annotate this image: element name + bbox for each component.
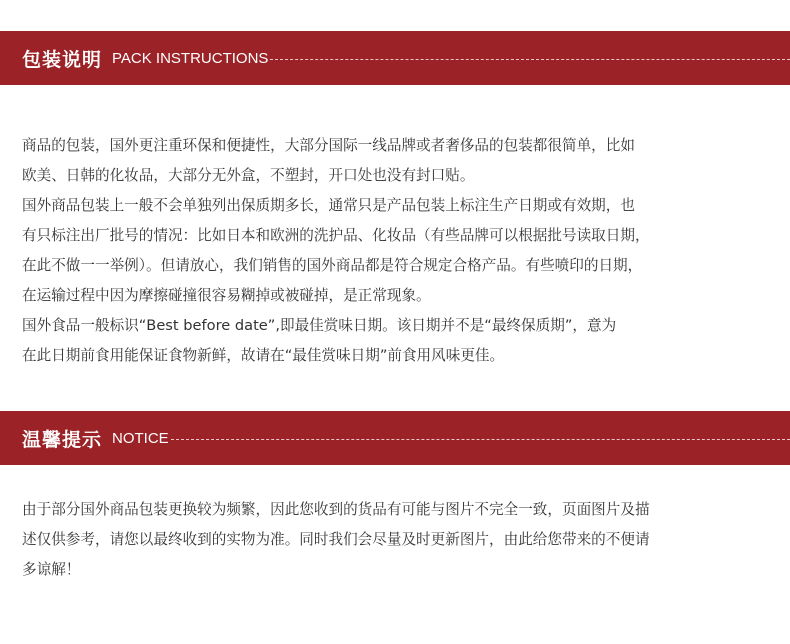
pack-instructions-subtitle: PACK INSTRUCTIONS <box>112 49 269 67</box>
pack-instructions-title: 包装说明 <box>22 48 103 71</box>
notice-line: 述仅供参考，请您以最终收到的实物为准。同时我们会尽量及时更新图片，由此给您带来的不便请 <box>22 531 650 548</box>
notice-body <box>22 495 768 585</box>
pack-line: 商品的包装，国外更注重环保和便捷性，大部分国际一线品牌或者奢侈品的包装都很简单，比如 <box>22 137 635 154</box>
pack-instructions-body <box>22 131 768 371</box>
notice-line: 由于部分国外商品包装更换较为频繁，因此您收到的货品有可能与图片不完全一致，页面图片及描 <box>22 501 650 518</box>
notice-title: 温馨提示 <box>22 428 103 451</box>
pack-line: 欧美、日韩的化妆品，大部分无外盒，不塑封，开口处也没有封口贴。 <box>22 167 475 184</box>
header-dashed-divider <box>171 439 790 440</box>
pack-line: 在运输过程中因为摩擦碰撞很容易糊掉或被碰掉，是正常现象。 <box>22 287 431 304</box>
pack-line: 在此不做一一举例）。但请放心，我们销售的国外商品都是符合规定合格产品。有些喷印的日期， <box>22 257 643 274</box>
pack-line: 国外食品一般标识“Best before date”,即最佳赏味日期。该日期并不是“最终保质期”，意为 <box>22 317 617 334</box>
notice-line: 多谅解！ <box>22 561 81 578</box>
notice-subtitle: NOTICE <box>112 429 169 447</box>
notice-header <box>0 411 790 465</box>
header-dashed-divider <box>270 59 790 60</box>
pack-line: 在此日期前食用能保证食物新鲜，故请在“最佳赏味日期”前食用风味更佳。 <box>22 347 505 364</box>
pack-line: 有只标注出厂批号的情况：比如日本和欧洲的洗护品、化妆品（有些品牌可以根据批号读取日期， <box>22 227 650 244</box>
pack-line: 国外商品包装上一般不会单独列出保质期多长，通常只是产品包装上标注生产日期或有效期，也 <box>22 197 635 214</box>
pack-instructions-header <box>0 31 790 85</box>
